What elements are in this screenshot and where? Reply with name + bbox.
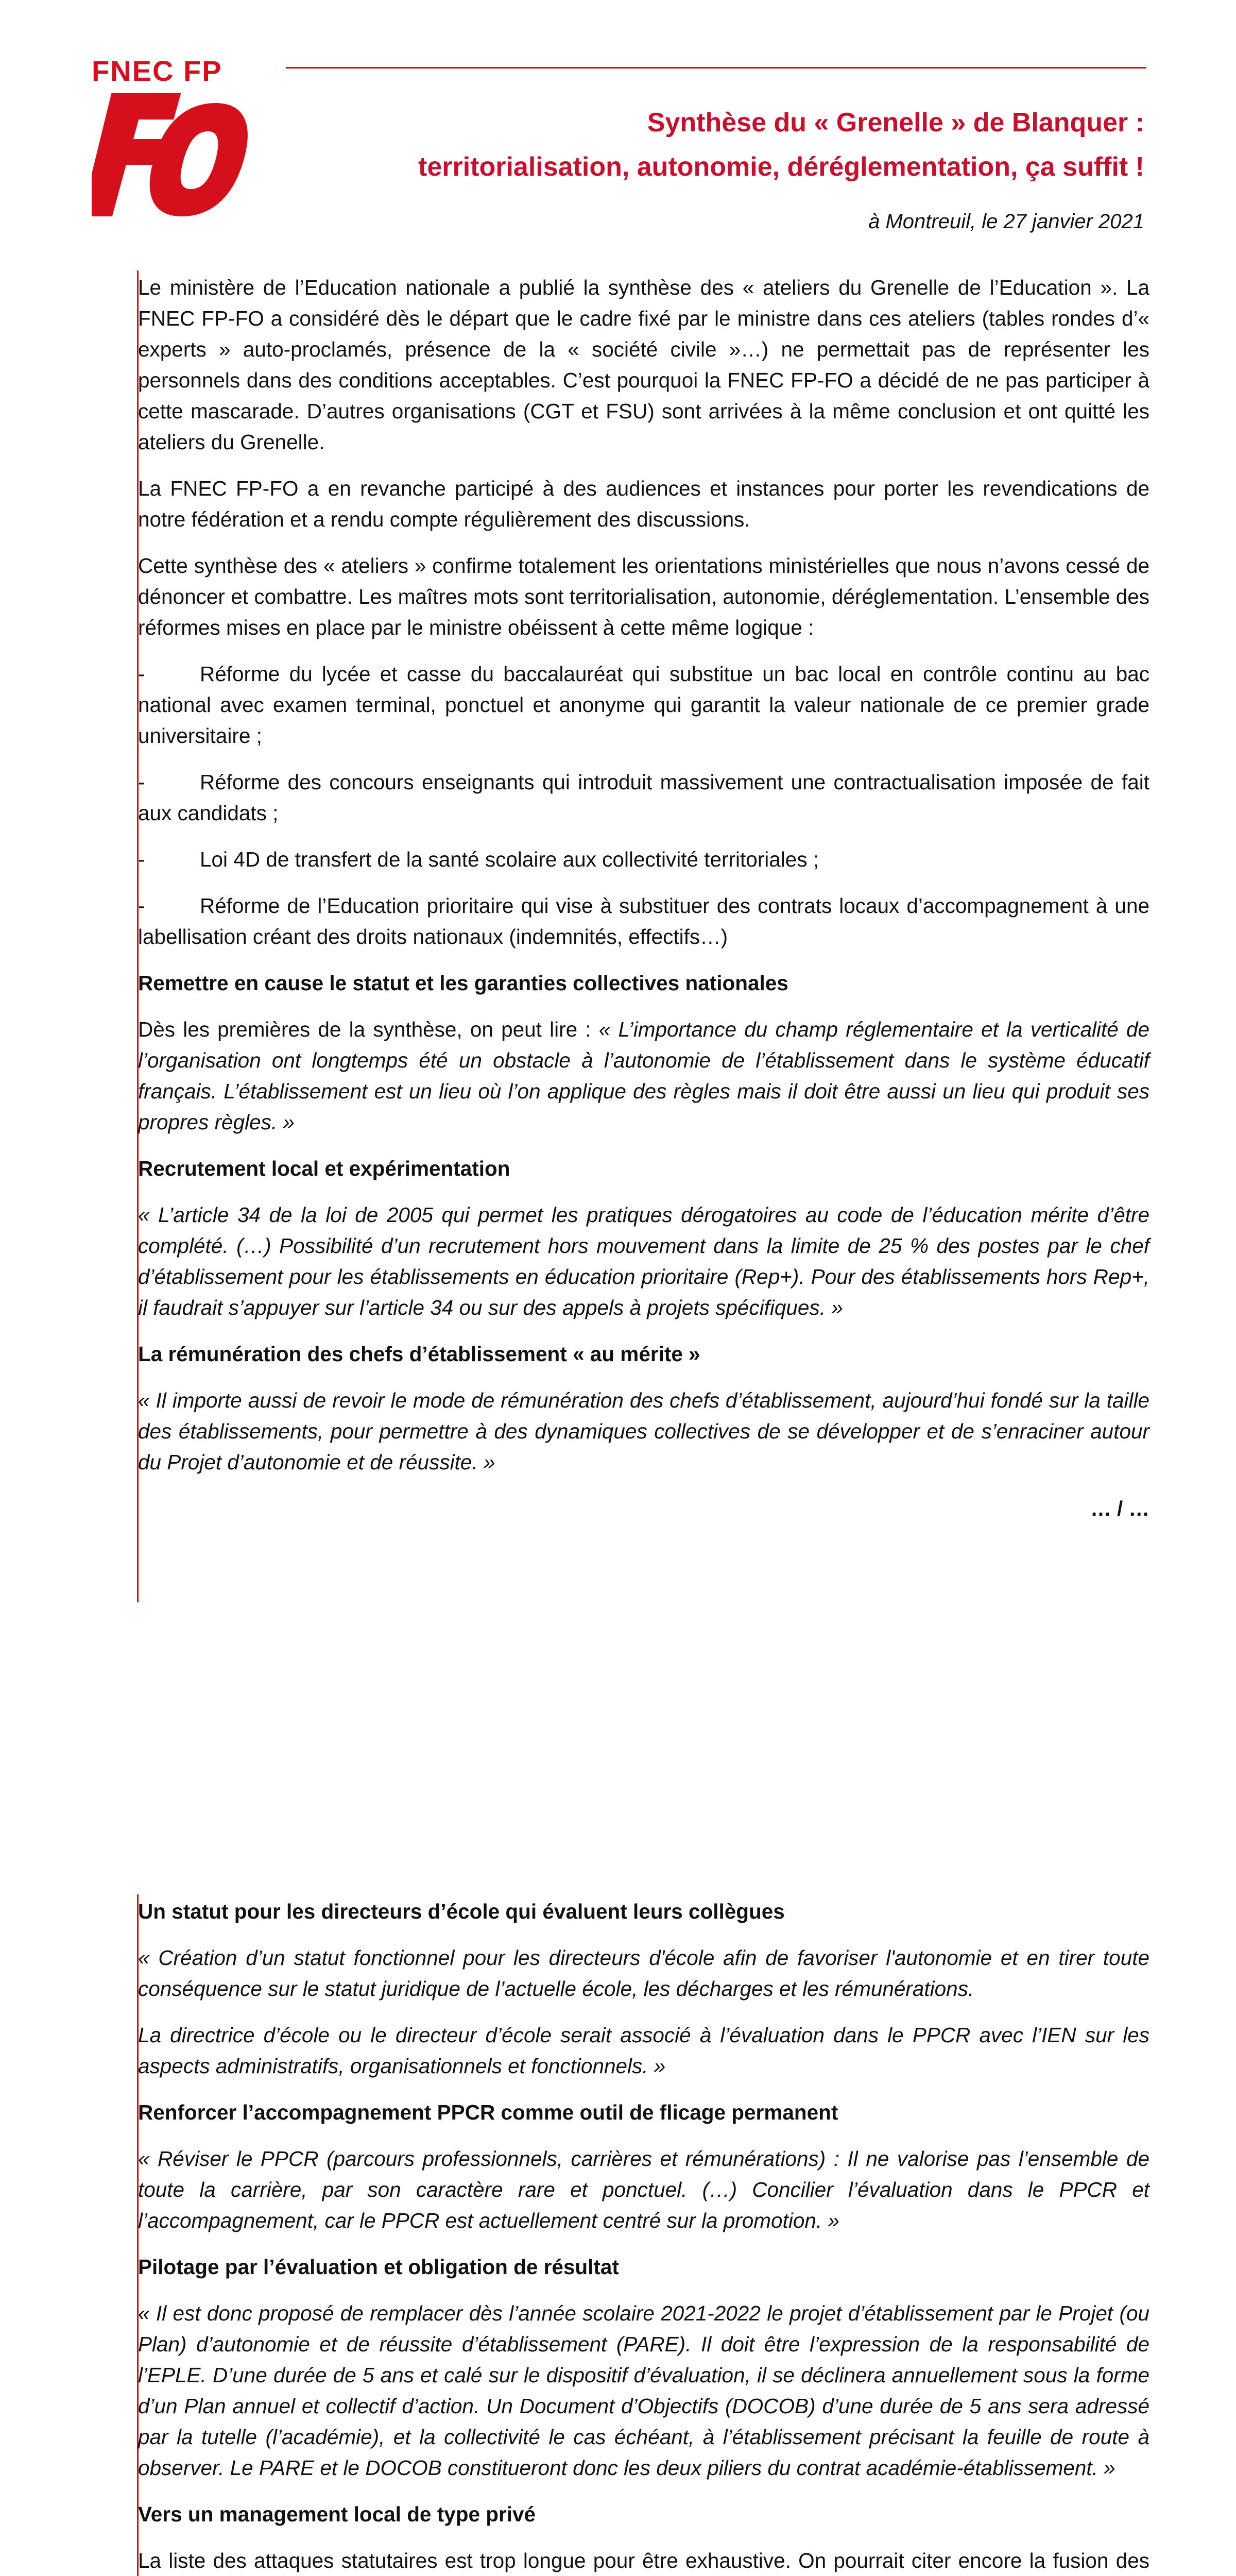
- section-heading: Un statut pour les directeurs d’école qui évaluent leurs collègues: [138, 1900, 785, 1923]
- list-item-text: Réforme du lycée et casse du baccalauréat qui substitue un bac local en contrôle continu au bac national avec examen terminal, ponctuel et anonyme qui garantit la valeur nationale de ce premier grade universitaire ;: [138, 662, 1149, 748]
- quote-paragraph: « Création d’un statut fonctionnel pour les directeurs d'école afin de favoriser l'autonomie et en tirer toute conséquence sur le statut juridique de l’actuelle école, les décharges et les rémunérations.: [138, 1946, 1149, 2001]
- quote-paragraph: « Il importe aussi de revoir le mode de rémunération des chefs d’établissement, aujourd’hui fondé sur la taille des établissements, pour permettre à des dynamiques collectives de se développer et de s’enraciner autour du Projet d’autonomie et de réussite. »: [138, 1388, 1149, 1474]
- quote-paragraph: « L’article 34 de la loi de 2005 qui permet les pratiques dérogatoires au code de l’éducation mérite d’être complété. (…) Possibilité d’un recrutement hors mouvement dans la limite de 25 % des postes par le chef d’établissement pour les établissements en éducation prioritaire (Rep+). Pour des établissements hors Rep+, il faudrait s’appuyer sur l’article 34 ou sur des appels à projets spécifiques. »: [138, 1203, 1149, 1319]
- list-item: - Réforme de l’Education prioritaire qui vise à substituer des contrats locaux d’accompagnement à une labellisation créant des droits nationaux (indemnités, effectifs…): [138, 890, 1149, 952]
- quote-paragraph: La directrice d’école ou le directeur d’école serait associé à l’évaluation dans le PPCR avec l’IEN sur les aspects administratifs, organisationnels et fonctionnels. »: [138, 2023, 1149, 2078]
- title-line-2: territorialisation, autonomie, déréglementation, ça suffit !: [418, 152, 1144, 182]
- fnec-fp-fo-logo: [92, 57, 256, 222]
- page-2-body: [138, 1896, 1149, 2576]
- paragraph: Cette synthèse des « ateliers » confirme totalement les orientations ministérielles que nous n’avons cessé de dénoncer et combattre. Les maîtres mots sont territorialisation, autonomie, déréglementation. L’ensemble des réformes mises en place par le ministre obéissent à cette même logique :: [138, 554, 1149, 639]
- paragraph: La liste des attaques statutaires est trop longue pour être exhaustive. On pourrait citer encore la fusion des: [138, 2549, 1149, 2572]
- list-item: - Loi 4D de transfert de la santé scolaire aux collectivité territoriales ;: [138, 844, 1149, 875]
- section-heading: La rémunération des chefs d’établissement « au mérite »: [138, 1342, 700, 1366]
- section-heading: Vers un management local de type privé: [138, 2502, 536, 2526]
- page-2: [0, 1749, 1236, 2576]
- page-1-body: [138, 272, 1149, 1539]
- list-item: - Réforme des concours enseignants qui introduit massivement une contractualisation imposée de fait aux candidats ;: [138, 767, 1149, 828]
- section-heading: Pilotage par l’évaluation et obligation de résultat: [138, 2255, 619, 2279]
- continued-marker: … / …: [1090, 1497, 1149, 1520]
- list-item-text: Réforme de l’Education prioritaire qui vise à substituer des contrats locaux d’accompagnement à une labellisation créant des droits nationaux (indemnités, effectifs…): [138, 894, 1149, 948]
- section-heading: Renforcer l’accompagnement PPCR comme outil de flicage permanent: [138, 2100, 838, 2124]
- paragraph-lead: Dès les premières de la synthèse, on peut lire :: [138, 1018, 599, 1041]
- section-heading: Recrutement local et expérimentation: [138, 1157, 510, 1180]
- paragraph: La FNEC FP-FO a en revanche participé à des audiences et instances pour porter les revendications de notre fédération et a rendu compte régulièrement des discussions.: [138, 477, 1149, 531]
- list-item-text: Réforme des concours enseignants qui introduit massivement une contractualisation imposée de fait aux candidats ;: [138, 770, 1149, 825]
- quote: « L’importance du champ réglementaire et la verticalité de l’organisation ont longtemps été un obstacle à l’autonomie de l’établissement dans le système éducatif français. L’établissement est un lieu où l’on applique des règles mais il doit être aussi un lieu qui produit ses propres règles. »: [138, 1018, 1149, 1134]
- title-line-1: Synthèse du « Grenelle » de Blanquer :: [647, 108, 1144, 138]
- paragraph: Le ministère de l’Education nationale a publié la synthèse des « ateliers du Grenelle de l’Education ». La FNEC FP-FO a considéré dès le départ que le cadre fixé par le ministre dans ces ateliers (tables rondes d’« experts » auto-proclamés, présence de la « société civile »…) ne permettait pas de représenter les personnels dans des conditions acceptables. C’est pourquoi la FNEC FP-FO a décidé de ne pas participer à cette mascarade. D’autres organisations (CGT et FSU) sont arrivées à la même conclusion et ont quitté les ateliers du Grenelle.: [138, 276, 1149, 454]
- document-date: à Montreuil, le 27 janvier 2021: [868, 210, 1144, 233]
- document-title: [418, 100, 1144, 189]
- list-item-text: Loi 4D de transfert de la santé scolaire aux collectivité territoriales ;: [200, 848, 819, 871]
- logo-small-text: FNEC FP: [92, 55, 222, 87]
- section-heading: Remettre en cause le statut et les garanties collectives nationales: [138, 971, 788, 995]
- header-rule: [286, 67, 1146, 69]
- quote-paragraph: « Il est donc proposé de remplacer dès l’année scolaire 2021-2022 le projet d’établissement par le Projet (ou Plan) d’autonomie et de réussite d’établissement (PARE). Il doit être l’expression de la responsabilité de l’EPLE. D’une durée de 5 ans et calé sur le dispositif d’évaluation, il se déclinera annuellement sous la forme d’un Plan annuel et collectif d’action. Un Document d’Objectifs (DOCOB) d’une durée de 5 ans sera adressé par la tutelle (l’académie), et la collectivité le cas échéant, à l’établissement précisant la feuille de route à observer. Le PARE et le DOCOB constitueront donc les deux piliers du contrat académie-établissement. »: [138, 2301, 1149, 2480]
- fo-logo-glyph: [92, 88, 256, 222]
- list-item: - Réforme du lycée et casse du baccalauréat qui substitue un bac local en contrôle continu au bac national avec examen terminal, ponctuel et anonyme qui garantit la valeur nationale de ce premier grade universitaire ;: [138, 658, 1149, 751]
- paragraph: [138, 1014, 1149, 1138]
- quote-paragraph: « Réviser le PPCR (parcours professionnels, carrières et rémunérations) : Il ne valorise pas l’ensemble de toute la carrière, par son caractère rare et ponctuel. (…) Concilier l’évaluation dans le PPCR et l’accompagnement, car le PPCR est actuellement centré sur la promotion. »: [138, 2147, 1149, 2232]
